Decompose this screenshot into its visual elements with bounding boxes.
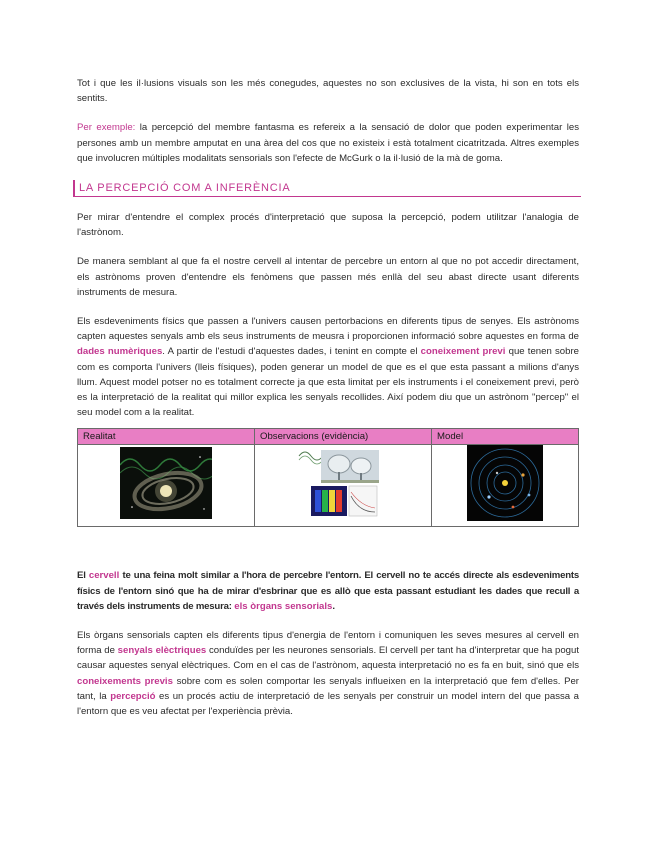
text-run: que tenen sobre com es comporta l'univers (lleis físiques), poden generar un model de que es el que esta passant a milions d'anys llum. Aquest model potser no es totalment correcte ja que esta limitat per els instruments i el coneixement previ, però es la interpretació de la realitat qui millor explica les senyals recollides. Així podem diu que un astrònom "percep" el seu model com a la realitat. — [77, 346, 579, 419]
text-run: sobre com es solen comportar les senyals influeixen en la interpretació que fem d'elles. Per tant, la — [77, 675, 580, 702]
text-run: . — [332, 600, 335, 612]
document-content — [77, 76, 579, 719]
text-run: Els esdeveniments físics que passen a l'univers causen pertorbacions en diferents tipus de senyes. Els astrònoms capten aquestes senyals amb els seus instruments de meusra i proporcionen informació sobre aquestes en forma de — [77, 316, 579, 343]
text-run: es un procés actiu de interpretació de les senyals per construir un model intern del que passa a l'entorn que es veu afectat per l'experiència prèvia. — [77, 690, 580, 718]
table-header-reality: Realitat — [78, 429, 255, 445]
paragraph-brain — [77, 568, 579, 614]
text-run: El — [77, 570, 89, 582]
table-cell-observations — [255, 445, 432, 527]
paragraph-sensory-organs — [77, 628, 579, 719]
text-run: Els òrgans sensorials capten els diferents tipus d'energia de l'entorn i comuniquen les seves mesures al cervell en forma de — [77, 630, 579, 657]
example-text: la percepció del membre fantasma es refereix a la sensació de dolor que poden experimentar les persones amb un membre amputat en una àrea del cos que no existeix i està totalment cicatritzada. Altres exemples que involucren múltiples modalitats sensorials son l'efecte de McGurk o la il·lusió de la mà de goma. — [77, 122, 579, 164]
keyword-prior-knowledge: coneixement previ — [420, 346, 506, 358]
text-run: . A partir de l'estudi d'aquestes dades, i tenint en compte el — [162, 346, 421, 358]
keyword-numeric-data: dades numèriques — [77, 346, 163, 358]
keyword-prior-knowledges: coneixements previs — [77, 675, 173, 687]
table-cell-reality — [78, 445, 255, 527]
table-cell-model — [432, 445, 579, 527]
galaxy-image — [120, 447, 212, 524]
paragraph-example — [77, 120, 579, 166]
analogy-table — [77, 428, 579, 527]
orbit-model-image — [467, 445, 543, 526]
text-run: conduïdes per les neurones sensorials. El cervell per tant ha d'interpretar que ha pogut causar aquestes senyal elèctriques. Com en el cas de l'astrònom, aquesta interpretació no es fa en buit, sinó que els — [77, 645, 580, 672]
paragraph-astronomers: De manera semblant al que fa el nostre cervell al intentar de percebre un entorn al que no pot accedir directament, els astrònoms proven d'entendre els fenòmens que passen més enllà del seu abast directe usant diferents instruments de mesura. — [77, 256, 579, 298]
keyword-sensory-organs: els òrgans sensorials — [234, 600, 333, 612]
keyword-perception: percepció — [110, 690, 156, 702]
table-header-model: Model — [432, 429, 579, 445]
paragraph-illusions: Tot i que les il·lusions visuals son les més conegudes, aquestes no son exclusives de la vista, hi son en tots els sentits. — [77, 78, 579, 105]
radio-telescope-image — [295, 446, 391, 525]
paragraph-analogy: Per mirar d'entendre el complex procés d'interpretació que suposa la percepció, podem utilitzar l'analogia de l'astrònom. — [77, 212, 579, 239]
section-heading: LA PERCEPCIÓ COM A INFERÈNCIA — [73, 180, 581, 197]
text-run: te una feina molt similar a l'hora de percebre l'entorn. El cervell no te accés directe als esdeveniments físics de l'entorn sinó que ha de mirar d'esbrinar que es allò que esta passant estudiant les dades que recull a través dels instruments de mesura: — [77, 570, 579, 612]
keyword-electric-signals: senyals elèctriques — [117, 645, 207, 657]
example-label: Per exemple: — [77, 122, 136, 134]
paragraph-physical-events — [77, 314, 579, 420]
keyword-brain: cervell — [88, 570, 120, 582]
table-header-observations: Observacions (evidència) — [255, 429, 432, 445]
